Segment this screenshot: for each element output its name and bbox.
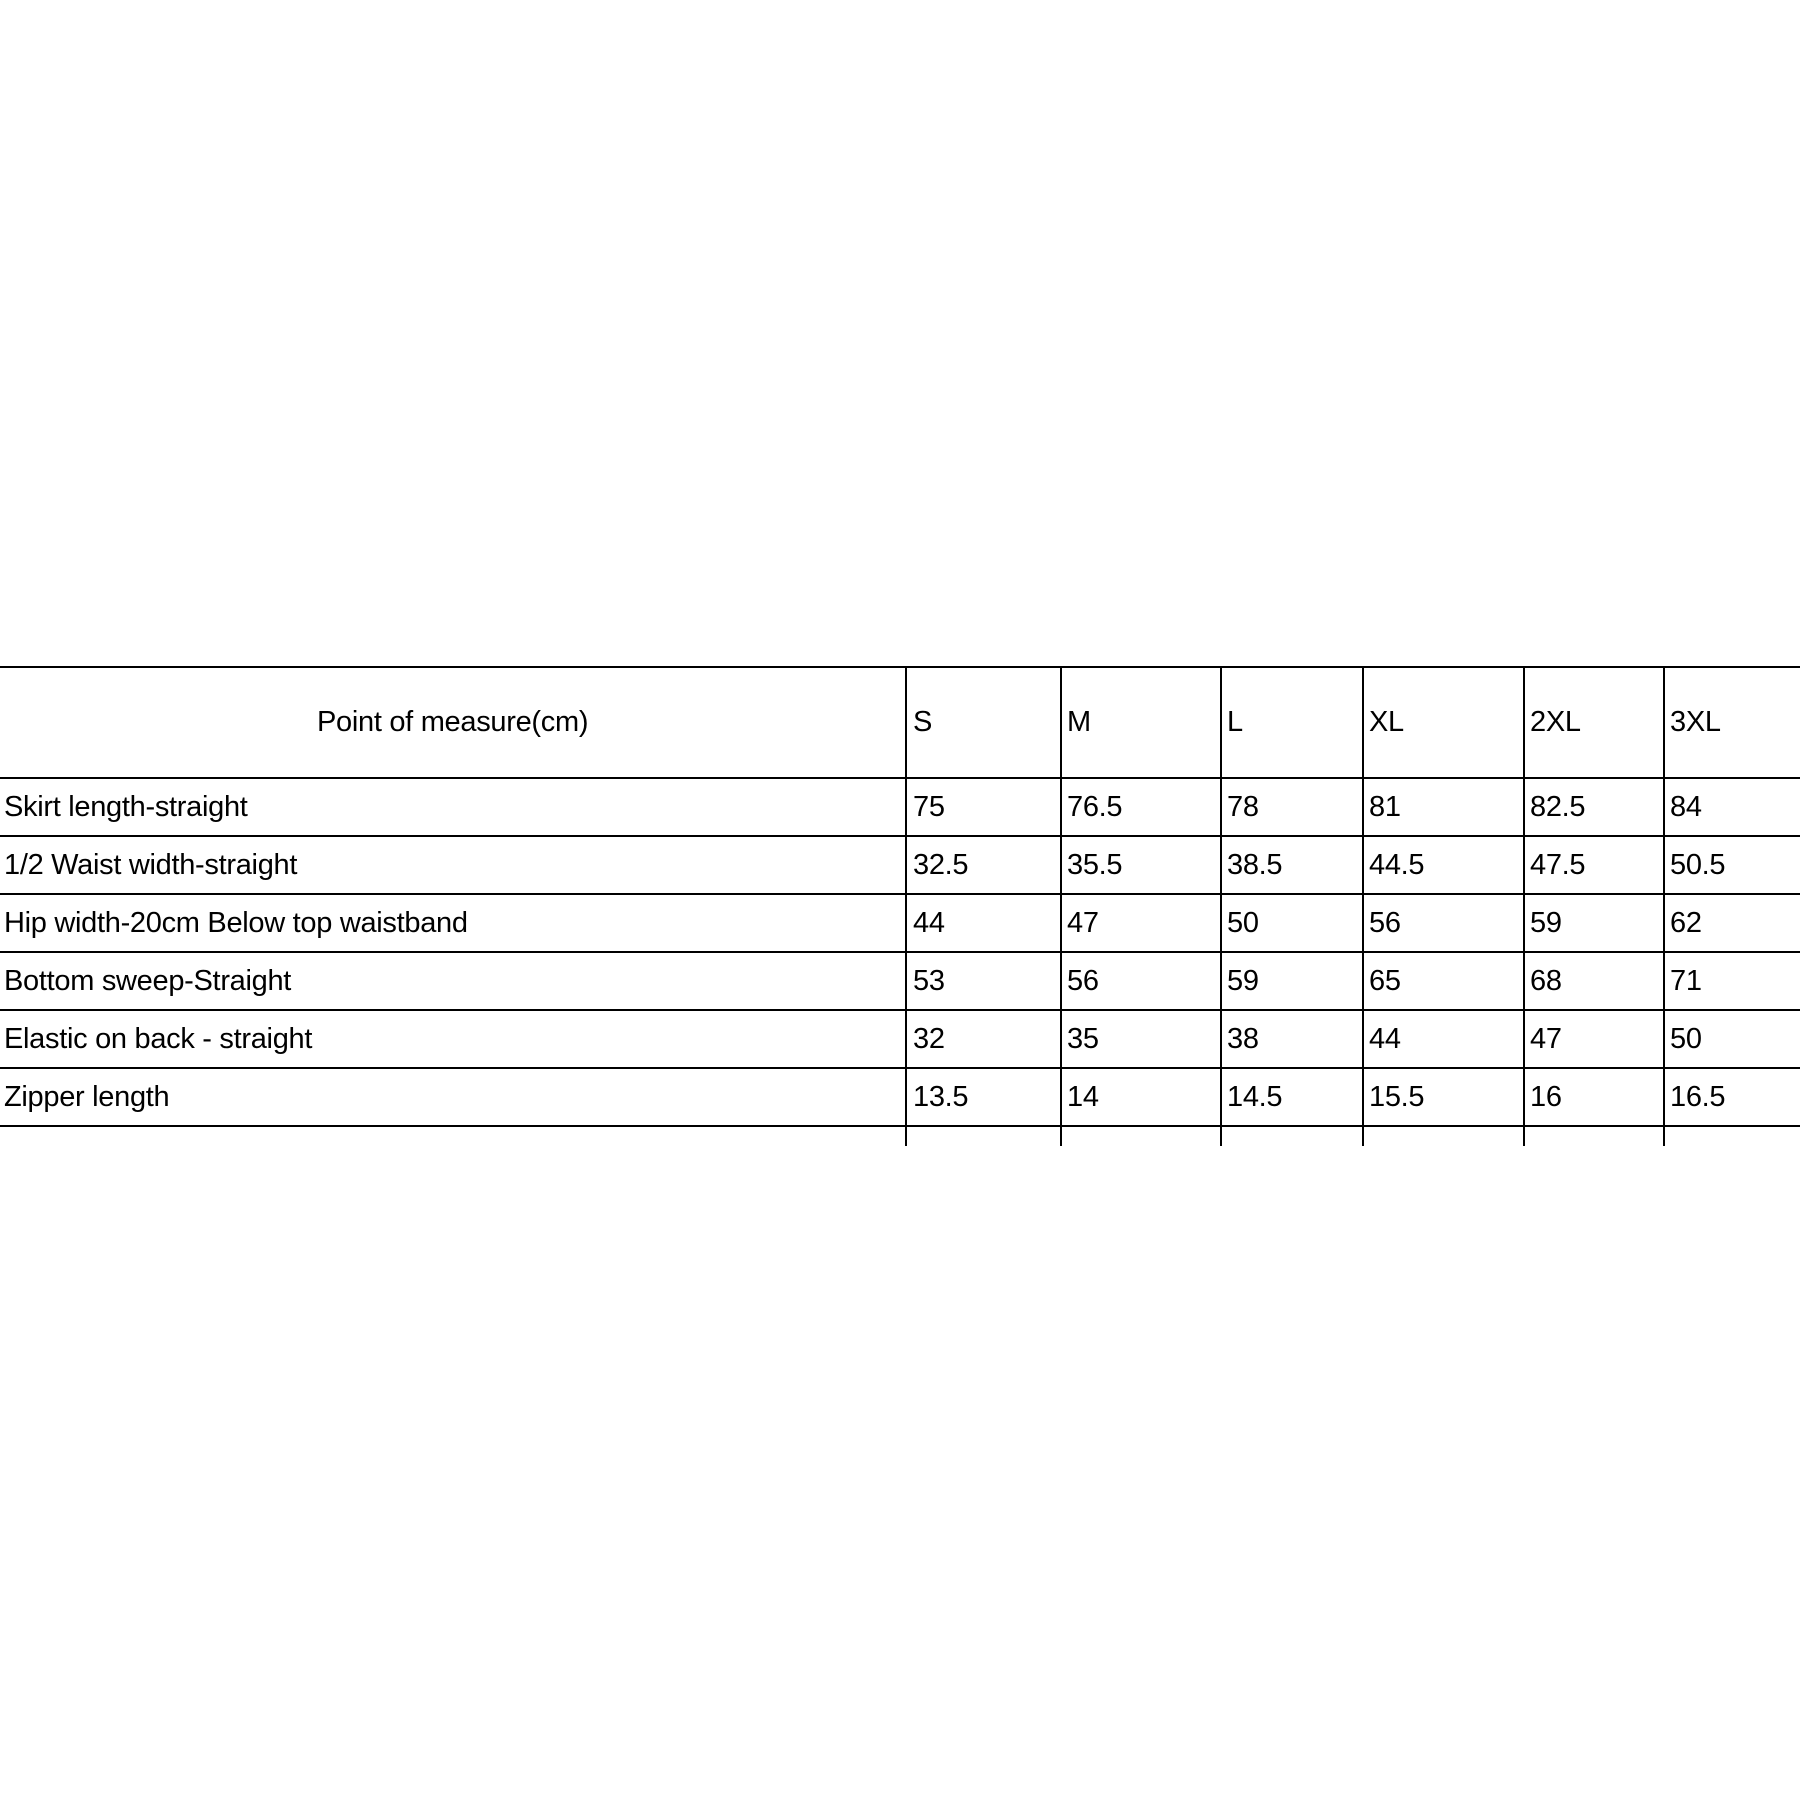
row-label-skirt-length: Skirt length-straight <box>4 791 248 823</box>
table-cell: 44.5 <box>1369 849 1425 881</box>
column-divider <box>1220 666 1222 1146</box>
row-label-bottom-sweep: Bottom sweep-Straight <box>4 965 292 997</box>
table-cell: 56 <box>1067 965 1099 997</box>
header-size-2xl: 2XL <box>1530 706 1581 738</box>
table-cell: 68 <box>1530 965 1562 997</box>
header-point-of-measure: Point of measure(cm) <box>317 706 589 738</box>
size-chart-table <box>0 666 1800 1146</box>
row-label-waist-width: 1/2 Waist width-straight <box>4 849 298 881</box>
table-cell: 35.5 <box>1067 849 1123 881</box>
table-cell: 38 <box>1227 1023 1259 1055</box>
table-cell: 16.5 <box>1670 1081 1726 1113</box>
table-cell: 13.5 <box>913 1081 969 1113</box>
table-cell: 59 <box>1530 907 1562 939</box>
column-divider <box>1060 666 1062 1146</box>
row-label-zipper-length: Zipper length <box>4 1081 170 1113</box>
table-cell: 53 <box>913 965 945 997</box>
table-rule <box>0 777 1800 779</box>
column-divider <box>1663 666 1665 1146</box>
table-rule <box>0 835 1800 837</box>
table-cell: 50.5 <box>1670 849 1726 881</box>
table-cell: 38.5 <box>1227 849 1283 881</box>
table-cell: 81 <box>1369 791 1401 823</box>
table-cell: 50 <box>1227 907 1259 939</box>
table-cell: 76.5 <box>1067 791 1123 823</box>
table-rule <box>0 1009 1800 1011</box>
table-cell: 47 <box>1530 1023 1562 1055</box>
column-divider <box>1523 666 1525 1146</box>
table-cell: 47.5 <box>1530 849 1586 881</box>
table-cell: 71 <box>1670 965 1702 997</box>
header-size-3xl: 3XL <box>1670 706 1721 738</box>
table-cell: 35 <box>1067 1023 1099 1055</box>
table-cell: 56 <box>1369 907 1401 939</box>
table-cell: 47 <box>1067 907 1099 939</box>
table-cell: 59 <box>1227 965 1259 997</box>
header-size-s: S <box>913 706 933 738</box>
table-rule <box>0 951 1800 953</box>
header-size-xl: XL <box>1369 706 1404 738</box>
table-cell: 32.5 <box>913 849 969 881</box>
table-cell: 82.5 <box>1530 791 1586 823</box>
table-cell: 15.5 <box>1369 1081 1425 1113</box>
column-divider <box>905 666 907 1146</box>
table-rule <box>0 1067 1800 1069</box>
table-cell: 75 <box>913 791 945 823</box>
table-rule-bottom <box>0 1125 1800 1127</box>
table-cell: 14 <box>1067 1081 1099 1113</box>
table-cell: 65 <box>1369 965 1401 997</box>
header-size-l: L <box>1227 706 1243 738</box>
table-rule-top <box>0 666 1800 668</box>
table-cell: 32 <box>913 1023 945 1055</box>
column-divider <box>1362 666 1364 1146</box>
table-rule <box>0 893 1800 895</box>
row-label-hip-width: Hip width-20cm Below top waistband <box>4 907 468 939</box>
table-cell: 78 <box>1227 791 1259 823</box>
table-cell: 84 <box>1670 791 1702 823</box>
table-cell: 44 <box>913 907 945 939</box>
table-cell: 16 <box>1530 1081 1562 1113</box>
table-cell: 44 <box>1369 1023 1401 1055</box>
row-label-elastic-on-back: Elastic on back - straight <box>4 1023 313 1055</box>
header-size-m: M <box>1067 706 1091 738</box>
table-cell: 50 <box>1670 1023 1702 1055</box>
table-cell: 14.5 <box>1227 1081 1283 1113</box>
table-cell: 62 <box>1670 907 1702 939</box>
